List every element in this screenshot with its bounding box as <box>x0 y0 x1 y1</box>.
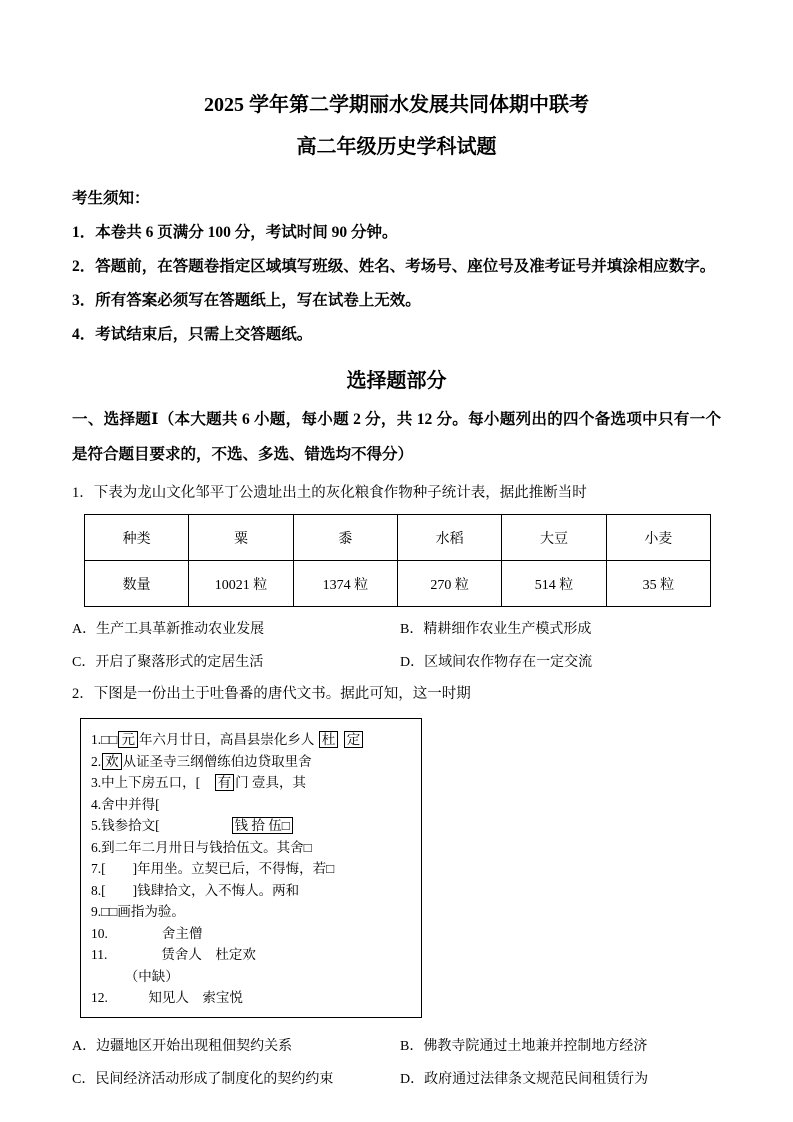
notice-item: 2．答题前，在答题卷指定区域填写班级、姓名、考场号、座位号及准考证号并填涂相应数字。 <box>72 258 716 275</box>
answer-option: C．开启了聚落形式的定居生活 <box>72 655 264 670</box>
answer-option: A．边疆地区开始出现租佃契约关系 <box>72 1038 293 1054</box>
boxed-character: 元 <box>118 731 138 748</box>
tang-document-figure <box>80 718 422 1018</box>
notice-heading: 考生须知： <box>72 190 150 207</box>
document-line <box>91 966 413 988</box>
document-text: 门 壹具，其 <box>235 775 306 790</box>
document-line <box>91 815 413 837</box>
question1-options <box>72 620 721 673</box>
boxed-character: 定 <box>344 731 364 748</box>
table-cell: 10021 粒 <box>189 561 293 607</box>
document-text: 5.钱参拾文[ <box>91 818 231 833</box>
exam-subtitle: 高二年级历史学科试题 <box>296 136 497 158</box>
document-line <box>91 772 413 794</box>
boxed-character: 钱 拾 伍□ <box>232 817 293 834</box>
answer-option: B．精耕细作农业生产模式形成 <box>400 622 592 637</box>
document-text: 12. 知见人 索宝悦 <box>91 990 243 1005</box>
document-line <box>91 901 413 923</box>
boxed-character: 欢 <box>102 753 122 770</box>
document-text: 从证圣寺三纲僧练伯边贷取里舍 <box>122 753 312 769</box>
notice-list <box>72 221 721 346</box>
table-cell: 水稻 <box>397 515 501 561</box>
table-row <box>85 561 711 607</box>
section-heading: 选择题部分 <box>346 370 447 392</box>
document-text: 9.□□画指为验。 <box>91 904 185 919</box>
table-cell: 270 粒 <box>397 561 501 607</box>
table-cell: 大豆 <box>502 515 606 561</box>
document-text <box>339 732 342 747</box>
table-cell: 小麦 <box>606 515 710 561</box>
table-cell: 35 粒 <box>606 561 710 607</box>
table-row <box>85 515 711 561</box>
document-text: 2. <box>91 753 102 769</box>
document-line <box>91 837 413 859</box>
notice-item: 3．所有答案必须写在答题纸上，写在试卷上无效。 <box>72 292 421 309</box>
document-line <box>91 794 413 816</box>
answer-option: D．政府通过法律条文规范民间租赁行为 <box>400 1071 649 1087</box>
document-line <box>91 751 413 773</box>
table-cell: 数量 <box>85 561 189 607</box>
document-text: 8.[ ]钱肆拾文，入不悔人。两和 <box>91 882 300 898</box>
notice-item: 4．考试结束后，只需上交答题纸。 <box>72 326 313 343</box>
document-text: 1.□□ <box>91 732 118 747</box>
document-line <box>91 923 413 945</box>
table-cell: 粟 <box>189 515 293 561</box>
question2-stem: 2．下图是一份出土于吐鲁番的唐代文书。据此可知，这一时期 <box>72 686 471 702</box>
answer-option: A．生产工具革新推动农业发展 <box>72 622 265 637</box>
document-text: 4.舍中并得[ <box>91 796 160 812</box>
question1-stem: 1．下表为龙山文化邹平丁公遗址出土的灰化粮食作物种子统计表，据此推断当时 <box>72 485 587 501</box>
section-intro: 一、选择题Ⅰ（本大题共 6 小题，每小题 2 分，共 12 分。每小题列出的四个备选项中只有一个是符合题目要求的，不选、多选、错选均不得分） <box>72 411 721 463</box>
document-lines <box>91 729 413 1009</box>
table-cell: 1374 粒 <box>293 561 397 607</box>
document-text: 年六月廿日，高昌县崇化乡人 <box>138 732 318 747</box>
exam-title: 2025 学年第二学期丽水发展共同体期中联考 <box>204 94 589 116</box>
document-text: 11. 赁舍人 杜定欢 <box>91 947 256 962</box>
answer-option: D．区域间农作物存在一定交流 <box>400 655 593 670</box>
document-line <box>91 858 413 880</box>
document-text: 10. 舍主僧 <box>91 925 203 941</box>
document-line <box>91 880 413 902</box>
answer-option: C．民间经济活动形成了制度化的契约约束 <box>72 1071 334 1087</box>
seed-statistics-table <box>84 514 711 607</box>
candidate-notice <box>72 188 721 346</box>
document-line <box>91 729 413 751</box>
boxed-character: 有 <box>215 774 235 791</box>
document-text: 6.到二年二月卅日与钱拾伍文。其舍□ <box>91 839 312 855</box>
document-text: （中缺） <box>91 968 179 984</box>
answer-option: B．佛教寺院通过土地兼并控制地方经济 <box>400 1038 648 1054</box>
document-text: 3.中上下房五口，[ <box>91 775 214 790</box>
boxed-character: 杜 <box>319 731 339 748</box>
question2-options <box>72 1037 721 1090</box>
table-cell: 514 粒 <box>502 561 606 607</box>
notice-item: 1．本卷共 6 页满分 100 分，考试时间 90 分钟。 <box>72 224 398 241</box>
document-line <box>91 944 413 966</box>
document-line <box>91 987 413 1009</box>
table-cell: 黍 <box>293 515 397 561</box>
document-text: 7.[ ]年用坐。立契已后，不得悔，若□ <box>91 861 335 876</box>
table-cell: 种类 <box>85 515 189 561</box>
